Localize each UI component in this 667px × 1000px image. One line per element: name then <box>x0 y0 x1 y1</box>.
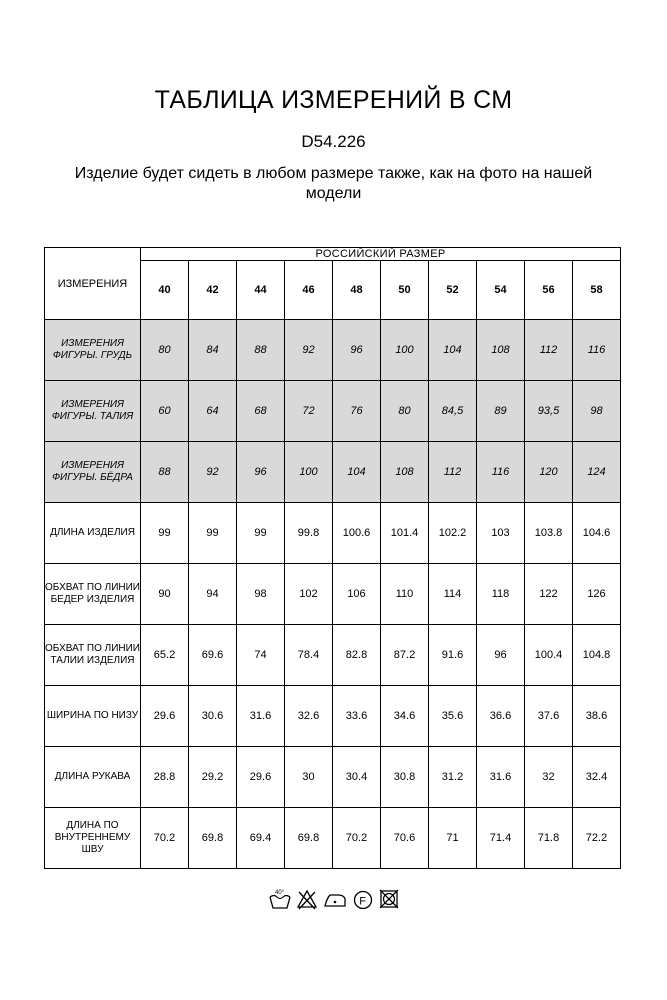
table-cell: 94 <box>189 564 237 625</box>
no-bleach-icon <box>296 886 318 912</box>
size-header-48: 48 <box>333 261 381 320</box>
table-cell: 96 <box>333 320 381 381</box>
table-cell: 87.2 <box>381 625 429 686</box>
table-cell: 72.2 <box>573 808 621 869</box>
row-label: ИЗМЕРЕНИЯ ФИГУРЫ. ГРУДЬ <box>45 320 141 381</box>
row-label: ИЗМЕРЕНИЯ ФИГУРЫ. БЁДРА <box>45 442 141 503</box>
table-cell: 103.8 <box>525 503 573 564</box>
dry-clean-letter: F <box>359 895 366 908</box>
table-row <box>45 625 621 686</box>
table-cell: 71.8 <box>525 808 573 869</box>
table-cell: 100.4 <box>525 625 573 686</box>
table-cell: 101.4 <box>381 503 429 564</box>
table-cell: 114 <box>429 564 477 625</box>
table-cell: 76 <box>333 381 381 442</box>
table-row <box>45 381 621 442</box>
table-cell: 69.8 <box>189 808 237 869</box>
group-header-row <box>45 248 621 261</box>
table-cell: 69.6 <box>189 625 237 686</box>
table-cell: 98 <box>573 381 621 442</box>
table-cell: 78.4 <box>285 625 333 686</box>
table-cell: 100 <box>285 442 333 503</box>
table-cell: 120 <box>525 442 573 503</box>
wash-temp-label: 40° <box>275 890 285 896</box>
row-label: ИЗМЕРЕНИЯ ФИГУРЫ. ТАЛИЯ <box>45 381 141 442</box>
table-cell: 92 <box>189 442 237 503</box>
fit-note: Изделие будет сидеть в любом размере также, как на фото на нашей модели <box>74 165 593 202</box>
size-header-50: 50 <box>381 261 429 320</box>
table-cell: 35.6 <box>429 686 477 747</box>
table-row <box>45 503 621 564</box>
table-cell: 99 <box>141 503 189 564</box>
table-cell: 103 <box>477 503 525 564</box>
table-cell: 84,5 <box>429 381 477 442</box>
table-cell: 104 <box>429 320 477 381</box>
table-cell: 74 <box>237 625 285 686</box>
table-cell: 112 <box>525 320 573 381</box>
table-cell: 124 <box>573 442 621 503</box>
table-cell: 70.2 <box>141 808 189 869</box>
table-cell: 38.6 <box>573 686 621 747</box>
table-cell: 126 <box>573 564 621 625</box>
table-cell: 100 <box>381 320 429 381</box>
table-row <box>45 564 621 625</box>
table-cell: 30.4 <box>333 747 381 808</box>
table-cell: 32.6 <box>285 686 333 747</box>
table-cell: 71.4 <box>477 808 525 869</box>
table-cell: 33.6 <box>333 686 381 747</box>
row-label: ДЛИНА ПО ВНУТРЕННЕМУ ШВУ <box>45 808 141 869</box>
table-cell: 36.6 <box>477 686 525 747</box>
table-cell: 108 <box>477 320 525 381</box>
care-icons <box>268 884 400 914</box>
table-cell: 29.6 <box>141 686 189 747</box>
table-cell: 64 <box>189 381 237 442</box>
table-cell: 96 <box>477 625 525 686</box>
table-cell: 69.8 <box>285 808 333 869</box>
table-row <box>45 686 621 747</box>
row-label: ДЛИНА РУКАВА <box>45 747 141 808</box>
size-header-42: 42 <box>189 261 237 320</box>
row-label: ОБХВАТ ПО ЛИНИИ БЕДЕР ИЗДЕЛИЯ <box>45 564 141 625</box>
table-cell: 71 <box>429 808 477 869</box>
table-row <box>45 747 621 808</box>
iron-low-icon <box>322 886 348 912</box>
table-row <box>45 808 621 869</box>
product-code: D54.226 <box>301 132 366 151</box>
size-header-56: 56 <box>525 261 573 320</box>
size-header-40: 40 <box>141 261 189 320</box>
table-cell: 84 <box>189 320 237 381</box>
size-header-54: 54 <box>477 261 525 320</box>
table-cell: 80 <box>381 381 429 442</box>
table-cell: 32.4 <box>573 747 621 808</box>
table-cell: 89 <box>477 381 525 442</box>
table-cell: 31.2 <box>429 747 477 808</box>
table-cell: 93,5 <box>525 381 573 442</box>
table-cell: 31.6 <box>477 747 525 808</box>
table-cell: 32 <box>525 747 573 808</box>
row-label: ОБХВАТ ПО ЛИНИИ ТАЛИИ ИЗДЕЛИЯ <box>45 625 141 686</box>
table-cell: 80 <box>141 320 189 381</box>
dry-clean-f-icon <box>352 886 374 912</box>
table-cell: 28.8 <box>141 747 189 808</box>
table-cell: 118 <box>477 564 525 625</box>
table-cell: 99 <box>189 503 237 564</box>
size-header-58: 58 <box>573 261 621 320</box>
russian-size-label: РОССИЙСКИЙ РАЗМЕР <box>141 248 621 261</box>
table-cell: 68 <box>237 381 285 442</box>
wash-40-icon <box>268 886 292 912</box>
table-cell: 100.6 <box>333 503 381 564</box>
table-cell: 65.2 <box>141 625 189 686</box>
table-cell: 72 <box>285 381 333 442</box>
table-cell: 82.8 <box>333 625 381 686</box>
size-header-52: 52 <box>429 261 477 320</box>
size-table <box>44 247 621 869</box>
row-label: ДЛИНА ИЗДЕЛИЯ <box>45 503 141 564</box>
table-cell: 96 <box>237 442 285 503</box>
table-cell: 122 <box>525 564 573 625</box>
table-cell: 104 <box>333 442 381 503</box>
table-cell: 30.8 <box>381 747 429 808</box>
table-cell: 108 <box>381 442 429 503</box>
table-cell: 110 <box>381 564 429 625</box>
table-cell: 116 <box>573 320 621 381</box>
table-cell: 30.6 <box>189 686 237 747</box>
table-cell: 34.6 <box>381 686 429 747</box>
table-cell: 106 <box>333 564 381 625</box>
table-cell: 98 <box>237 564 285 625</box>
no-tumble-dry-icon <box>378 886 400 912</box>
table-row <box>45 320 621 381</box>
table-cell: 70.6 <box>381 808 429 869</box>
table-cell: 116 <box>477 442 525 503</box>
corner-label: ИЗМЕРЕНИЯ <box>45 248 141 320</box>
table-cell: 69.4 <box>237 808 285 869</box>
table-cell: 112 <box>429 442 477 503</box>
table-cell: 91.6 <box>429 625 477 686</box>
table-cell: 99.8 <box>285 503 333 564</box>
table-row <box>45 442 621 503</box>
table-cell: 29.2 <box>189 747 237 808</box>
table-cell: 104.8 <box>573 625 621 686</box>
table-cell: 37.6 <box>525 686 573 747</box>
page-title: ТАБЛИЦА ИЗМЕРЕНИЙ В СМ <box>154 86 513 114</box>
table-cell: 104.6 <box>573 503 621 564</box>
row-label: ШИРИНА ПО НИЗУ <box>45 686 141 747</box>
table-cell: 31.6 <box>237 686 285 747</box>
table-cell: 90 <box>141 564 189 625</box>
size-header-46: 46 <box>285 261 333 320</box>
table-cell: 92 <box>285 320 333 381</box>
table-cell: 70.2 <box>333 808 381 869</box>
table-cell: 88 <box>141 442 189 503</box>
table-cell: 88 <box>237 320 285 381</box>
table-cell: 102 <box>285 564 333 625</box>
table-cell: 30 <box>285 747 333 808</box>
table-cell: 60 <box>141 381 189 442</box>
table-cell: 29.6 <box>237 747 285 808</box>
table-cell: 99 <box>237 503 285 564</box>
table-cell: 102.2 <box>429 503 477 564</box>
size-header-44: 44 <box>237 261 285 320</box>
